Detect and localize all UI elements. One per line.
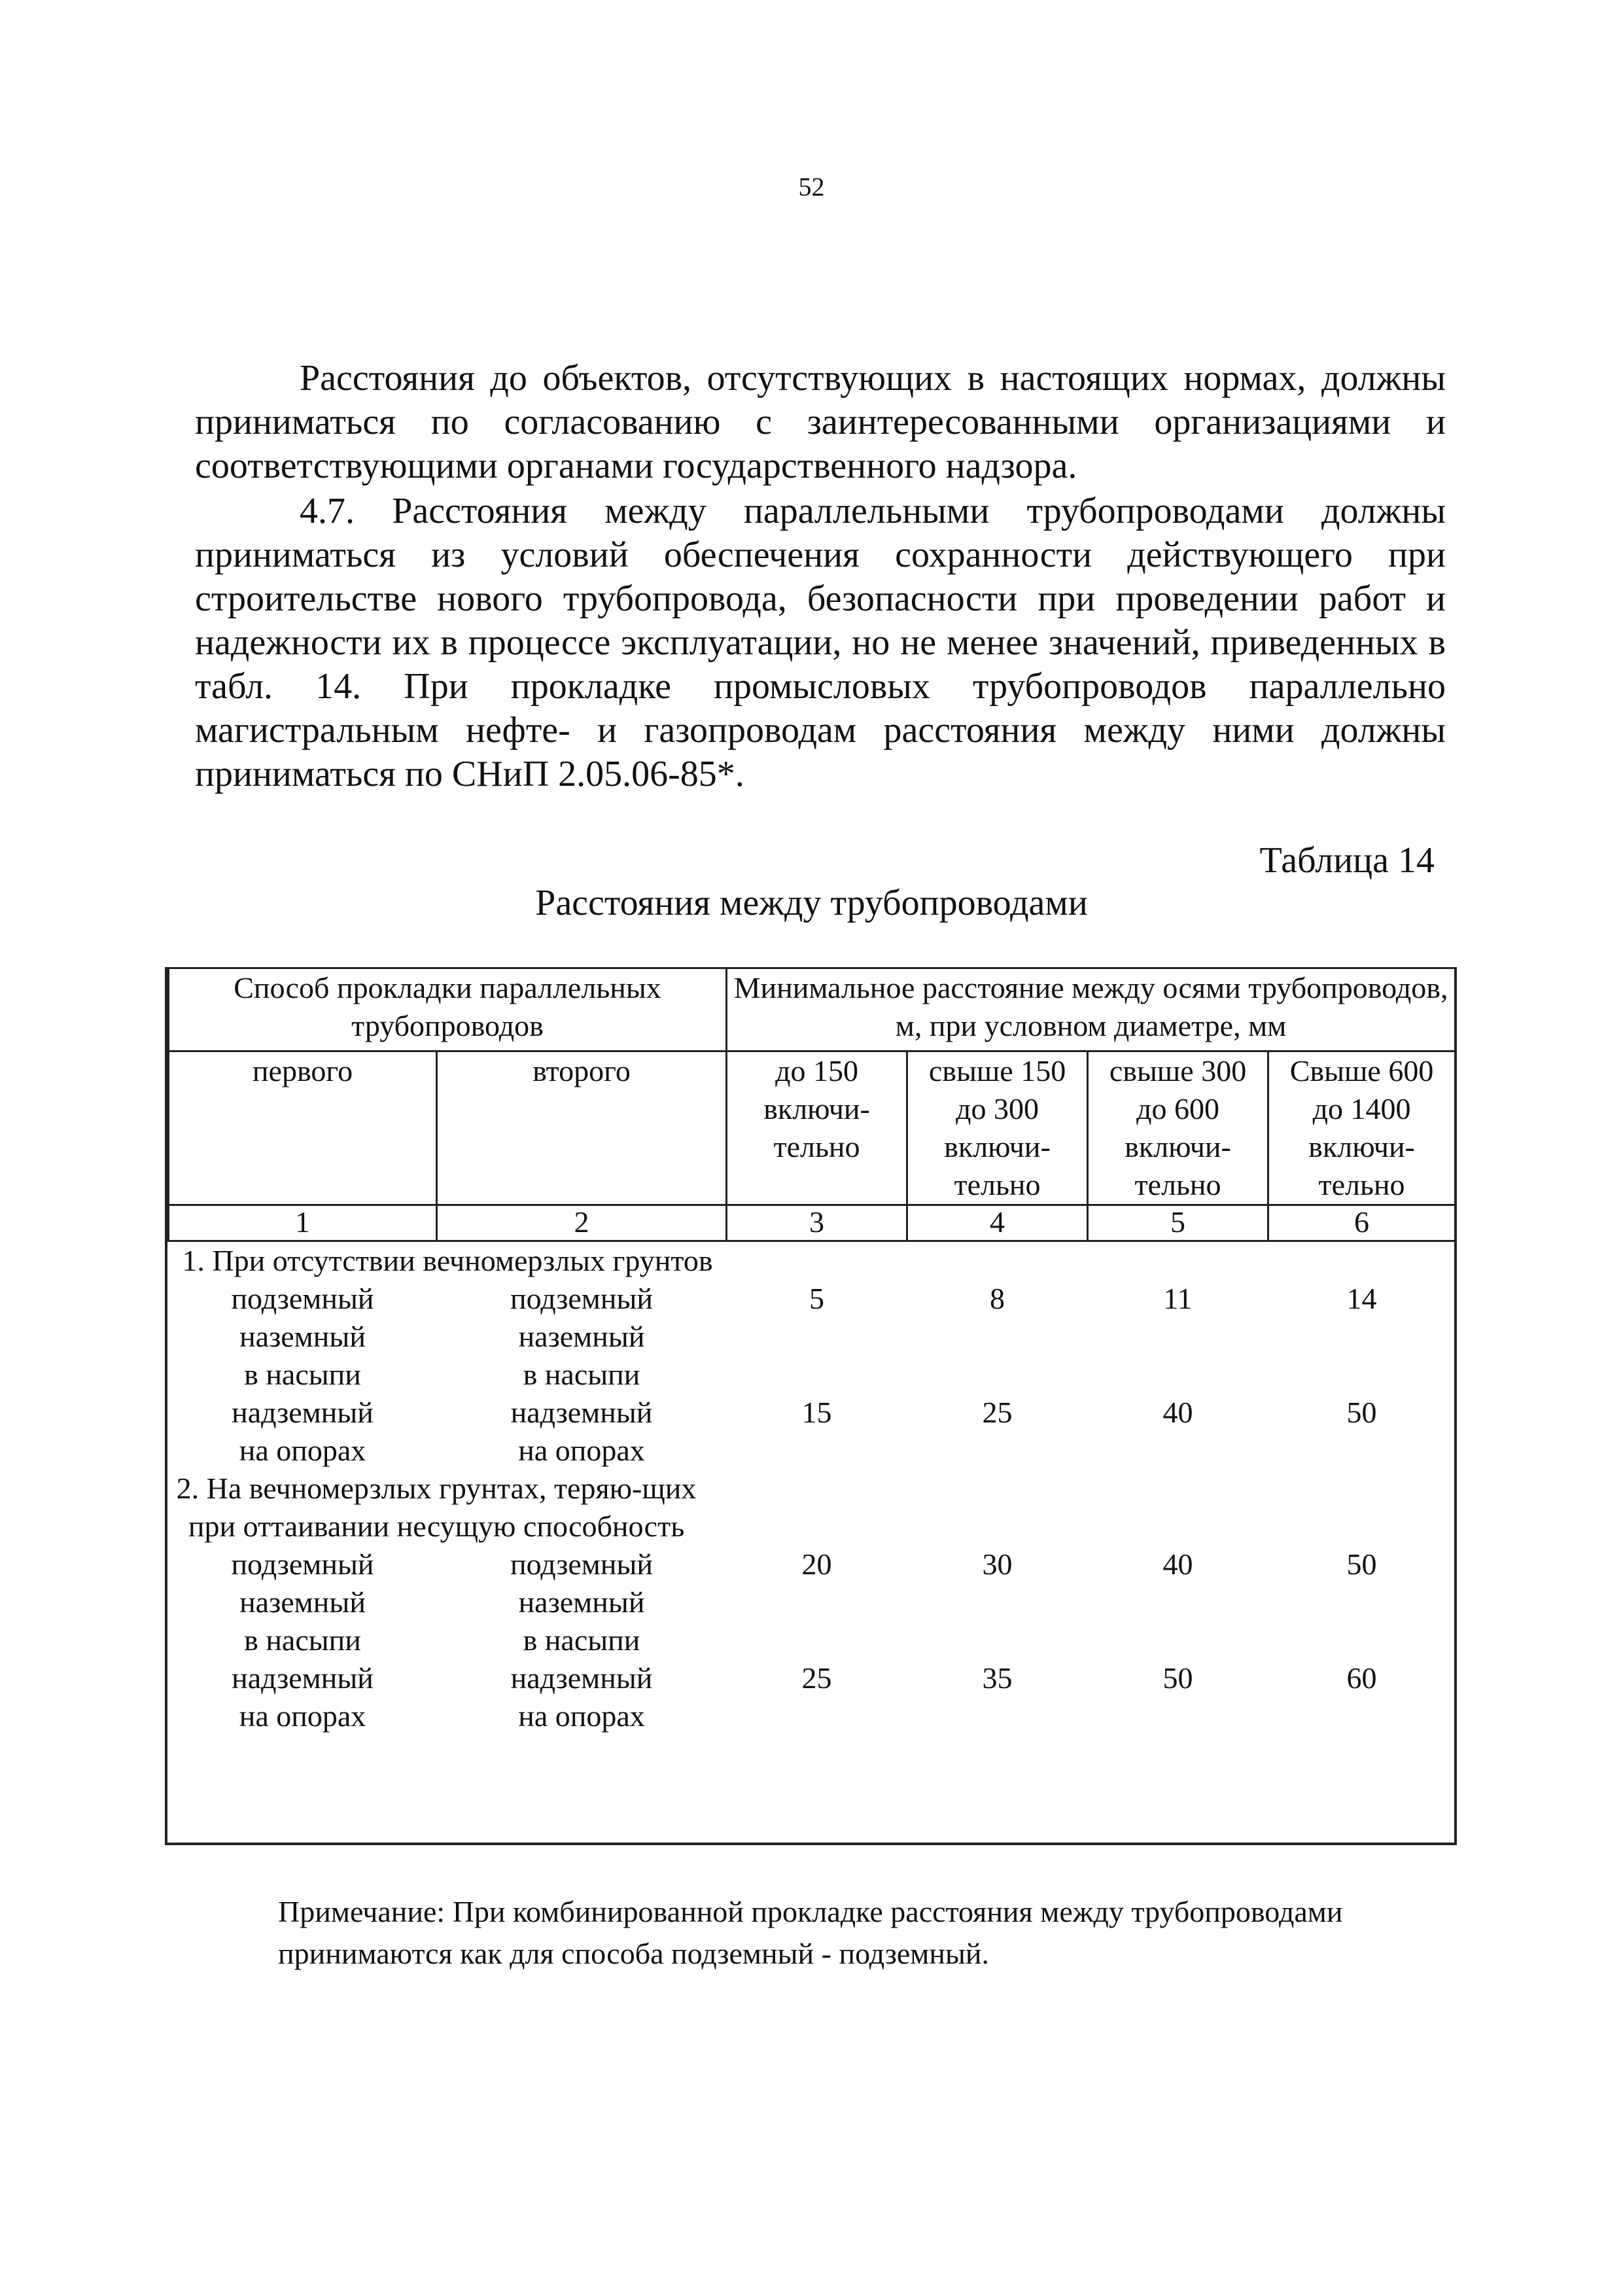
cell-first: в насыпи xyxy=(244,1358,361,1391)
cell-first: надземный xyxy=(232,1396,374,1429)
cell-value xyxy=(727,1621,907,1659)
cell-value: 50 xyxy=(1162,1661,1193,1695)
section-1-title: 1. При отсутствии вечномерзлых грунтов xyxy=(182,1244,713,1277)
header-first: первого xyxy=(169,1051,437,1205)
cell-value xyxy=(907,1697,1088,1735)
cell-value xyxy=(1268,1432,1456,1470)
page-number: 52 xyxy=(798,172,825,202)
col-number: 5 xyxy=(1088,1205,1268,1241)
table-row xyxy=(169,1356,1456,1394)
cell-first: на опорах xyxy=(239,1434,366,1467)
cell-value xyxy=(907,1318,1088,1356)
table-title: Расстояния между трубопроводами xyxy=(535,883,1088,923)
table-row xyxy=(169,1394,1456,1432)
table-row xyxy=(169,1583,1456,1621)
cell-value xyxy=(907,1621,1088,1659)
cell-first: на опорах xyxy=(239,1699,366,1733)
cell-value xyxy=(1268,1697,1456,1735)
cell-second: надземный xyxy=(510,1396,653,1429)
table-row xyxy=(169,1545,1456,1583)
cell-value xyxy=(1088,1432,1268,1470)
header-min-distance: Минимальное расстояние между осями трубопроводов, м, при условном диаметре, мм xyxy=(727,968,1456,1051)
header-dn-1400: Свыше 600 до 1400 включи-тельно xyxy=(1268,1051,1456,1205)
table-header-row-2 xyxy=(169,1051,1456,1205)
cell-value xyxy=(907,1432,1088,1470)
header-second: второго xyxy=(437,1051,727,1205)
cell-first: в насыпи xyxy=(244,1623,361,1657)
cell-first: подземный xyxy=(231,1547,374,1581)
cell-value xyxy=(1088,1621,1268,1659)
cell-value: 14 xyxy=(1346,1282,1377,1315)
cell-value: 30 xyxy=(982,1547,1013,1581)
table-row xyxy=(169,1697,1456,1735)
table-column-numbers xyxy=(169,1205,1456,1241)
table-row xyxy=(169,1280,1456,1318)
paragraph-2-block xyxy=(195,489,1446,796)
cell-value xyxy=(727,1318,907,1356)
cell-value xyxy=(1268,1621,1456,1659)
cell-first: наземный xyxy=(239,1320,366,1353)
cell-second: в насыпи xyxy=(523,1358,640,1391)
cell-second: наземный xyxy=(518,1585,645,1619)
table-note: Примечание: При комбинированной прокладке расстояния между трубопроводами принимаются как для способа подземный - подземный. xyxy=(278,1895,1343,1970)
cell-value xyxy=(1088,1697,1268,1735)
cell-value xyxy=(727,1583,907,1621)
col-number: 2 xyxy=(437,1205,727,1241)
paragraph-2: 4.7. Расстояния между параллельными трубопроводами должны приниматься из условий обеспечения сохранности действующего при строительстве нового трубопровода, безопасности при проведении работ и надежности их в процессе эксплуатации, но не менее значений, приведенных в табл. 14. При прокладке промысловых трубопроводов параллельно магистральным нефте- и газопроводам расстояния между ними должны приниматься по СНиП 2.05.06-85*. xyxy=(195,491,1446,794)
cell-second: в насыпи xyxy=(523,1623,640,1657)
cell-first: подземный xyxy=(231,1282,374,1315)
cell-value: 50 xyxy=(1346,1547,1377,1581)
cell-value xyxy=(907,1356,1088,1394)
cell-value: 40 xyxy=(1162,1396,1193,1429)
cell-first: надземный xyxy=(232,1661,374,1695)
table-row xyxy=(169,1621,1456,1659)
distance-table xyxy=(167,967,1456,1735)
cell-value: 25 xyxy=(982,1396,1013,1429)
table-row xyxy=(169,1659,1456,1697)
cell-second: наземный xyxy=(518,1320,645,1353)
header-dn-600: свыше 300 до 600 включи-тельно xyxy=(1088,1051,1268,1205)
cell-value: 60 xyxy=(1346,1661,1377,1695)
cell-value xyxy=(907,1583,1088,1621)
cell-second: на опорах xyxy=(518,1434,645,1467)
cell-value: 20 xyxy=(801,1547,832,1581)
col-number: 3 xyxy=(727,1205,907,1241)
distance-table-frame xyxy=(165,967,1457,1845)
cell-value xyxy=(1268,1583,1456,1621)
cell-value: 15 xyxy=(801,1396,832,1429)
table-section-row xyxy=(169,1470,1456,1545)
cell-second: надземный xyxy=(510,1661,653,1695)
cell-value: 8 xyxy=(990,1282,1005,1315)
cell-value xyxy=(727,1697,907,1735)
cell-value: 50 xyxy=(1346,1396,1377,1429)
col-number: 4 xyxy=(907,1205,1088,1241)
cell-value: 40 xyxy=(1162,1547,1193,1581)
cell-second: на опорах xyxy=(518,1699,645,1733)
cell-value: 35 xyxy=(982,1661,1013,1695)
cell-first: наземный xyxy=(239,1585,366,1619)
cell-value xyxy=(1268,1318,1456,1356)
table-number: Таблица 14 xyxy=(1259,840,1435,881)
table-header-row-1 xyxy=(169,968,1456,1051)
section-2-title: 2. На вечномерзлых грунтах, теряю-щих при оттаивании несущую способность xyxy=(176,1472,697,1543)
table-section-row xyxy=(169,1241,1456,1280)
cell-value xyxy=(727,1432,907,1470)
header-laying-method: Способ прокладки параллельных трубопроводов xyxy=(169,968,727,1051)
cell-value xyxy=(727,1356,907,1394)
cell-value: 5 xyxy=(809,1282,825,1315)
cell-value: 25 xyxy=(801,1661,832,1695)
paragraph-1: Расстояния до объектов, отсутствующих в настоящих нормах, должны приниматься по согласованию с заинтересованными организациями и соответствующими органами государственного надзора. xyxy=(195,358,1446,486)
table-row xyxy=(169,1432,1456,1470)
header-dn-300: свыше 150 до 300 включи-тельно xyxy=(907,1051,1088,1205)
cell-value xyxy=(1088,1318,1268,1356)
col-number: 6 xyxy=(1268,1205,1456,1241)
cell-second: подземный xyxy=(510,1282,654,1315)
table-row xyxy=(169,1318,1456,1356)
header-dn-150: до 150 включи-тельно xyxy=(727,1051,907,1205)
cell-value xyxy=(1088,1583,1268,1621)
col-number: 1 xyxy=(169,1205,437,1241)
cell-value xyxy=(1088,1356,1268,1394)
cell-second: подземный xyxy=(510,1547,654,1581)
cell-value: 11 xyxy=(1163,1282,1193,1315)
cell-value xyxy=(1268,1356,1456,1394)
paragraph-1-block xyxy=(195,357,1446,488)
